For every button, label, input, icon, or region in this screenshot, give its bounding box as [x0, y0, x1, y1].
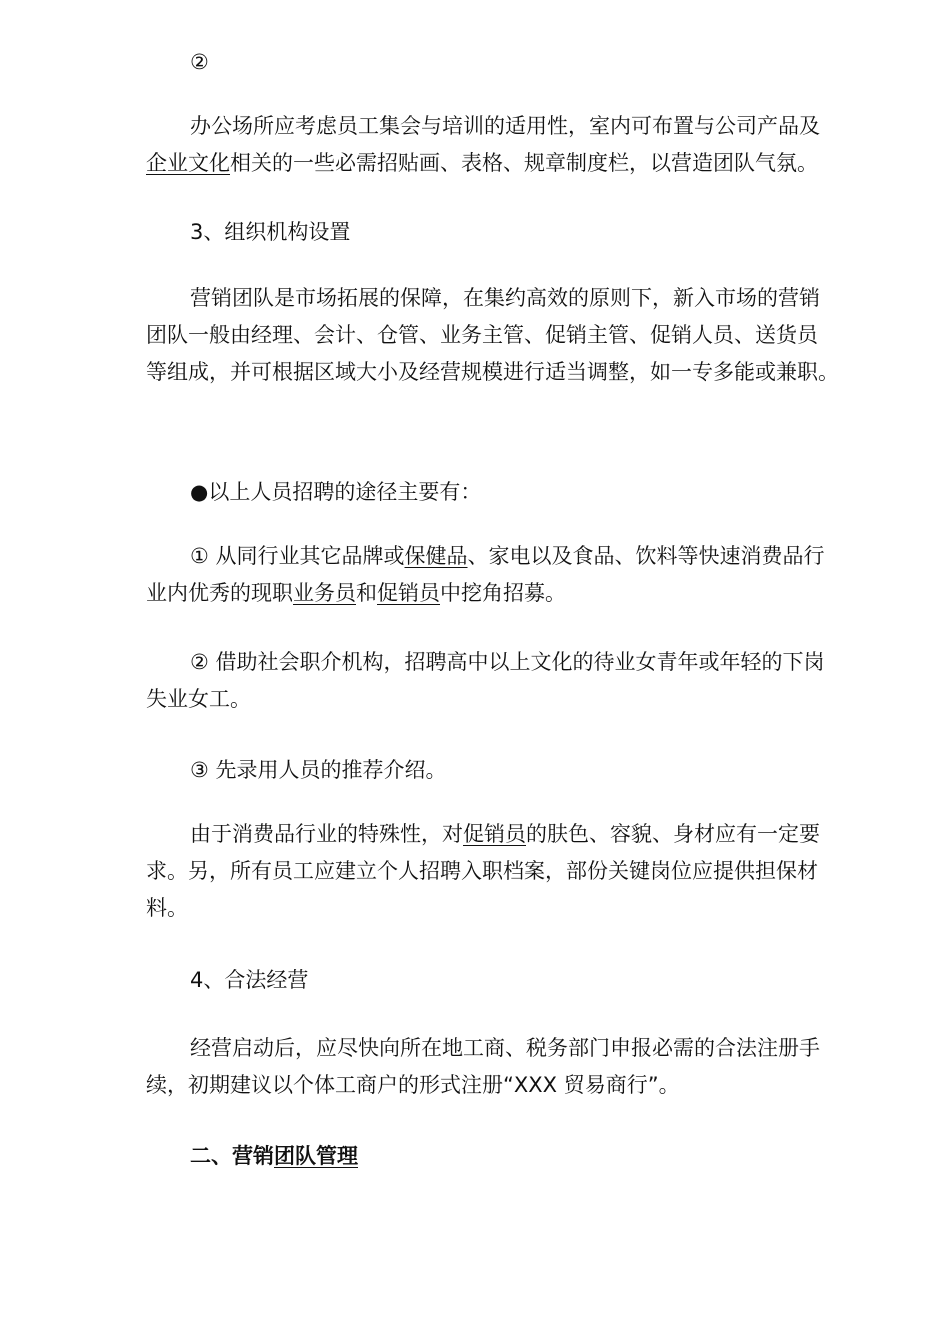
section-2-heading	[146, 1138, 886, 1175]
section-2-heading-line	[146, 1138, 886, 1175]
promoter-line-3: 料。	[146, 896, 188, 920]
link-promoter[interactable]: 促销员	[377, 581, 440, 605]
recruitment-item-1	[146, 538, 886, 612]
item-1-text-d: 和	[356, 581, 377, 605]
circled-number-paragraph	[146, 44, 886, 81]
link-corporate-culture[interactable]: 企业文化	[146, 151, 230, 175]
heading-4	[146, 962, 886, 999]
recruitment-bullet-text: ●以上人员招聘的途径主要有：	[190, 480, 482, 504]
section-2-prefix: 二、营销	[190, 1144, 274, 1168]
team-line-2: 团队一般由经理、会计、仓管、业务主管、促销主管、促销人员、送货员	[146, 323, 818, 347]
item-3-text: ③ 先录用人员的推荐介绍。	[190, 758, 447, 782]
office-paragraph	[146, 108, 886, 182]
recruitment-bullet	[146, 474, 886, 511]
heading-3-text: 3、组织机构设置	[190, 220, 351, 244]
promoter-text-a: 由于消费品行业的特殊性，对	[190, 822, 463, 846]
circled-number-2: ②	[190, 50, 209, 74]
link-health-products[interactable]: 保健品	[404, 544, 468, 568]
item-1-text-b: 、家电以及食品、饮料等快速消费品行	[467, 544, 825, 568]
promoter-line-2: 求。另，所有员工应建立个人招聘入职档案，部份关键岗位应提供担保材	[146, 859, 818, 883]
heading-4-text: 4、合法经营	[190, 968, 309, 992]
link-promoter-2[interactable]: 促销员	[463, 822, 526, 846]
item-1-line-1	[146, 538, 886, 575]
item-1-line-2	[146, 575, 886, 612]
promoter-paragraph	[146, 816, 886, 927]
promoter-line-1	[146, 816, 886, 853]
team-line-1: 营销团队是市场拓展的保障，在集约高效的原则下，新入市场的营销	[190, 286, 820, 310]
item-1-text-a: ① 从同行业其它品牌或	[190, 544, 405, 568]
team-line-3: 等组成，并可根据区域大小及经营规模进行适当调整，如一专多能或兼职。	[146, 360, 839, 384]
office-line-2-rest: 相关的一些必需招贴画、表格、规章制度栏，以营造团队气氛。	[230, 151, 818, 175]
link-salesperson[interactable]: 业务员	[293, 581, 356, 605]
team-paragraph	[146, 280, 886, 391]
recruitment-item-2	[146, 644, 886, 718]
promoter-text-b: 的肤色、容貌、身材应有一定要	[526, 822, 820, 846]
link-team-management[interactable]: 团队管理	[274, 1144, 358, 1168]
item-1-text-e: 中挖角招募。	[440, 581, 566, 605]
recruitment-item-3	[146, 752, 886, 789]
office-line-1: 办公场所应考虑员工集会与培训的适用性，室内可布置与公司产品及	[190, 114, 820, 138]
item-2-line-1: ② 借助社会职介机构，招聘高中以上文化的待业女青年或年轻的下岗	[190, 650, 825, 674]
registration-line-1: 经营启动后，应尽快向所在地工商、税务部门申报必需的合法注册手	[190, 1036, 820, 1060]
item-1-text-c: 业内优秀的现职	[146, 581, 293, 605]
registration-paragraph	[146, 1030, 886, 1104]
office-line-2	[146, 145, 886, 182]
registration-line-2: 续，初期建议以个体工商户的形式注册“XXX 贸易商行”。	[146, 1073, 680, 1097]
heading-3	[146, 214, 886, 251]
item-2-line-2: 失业女工。	[146, 687, 251, 711]
